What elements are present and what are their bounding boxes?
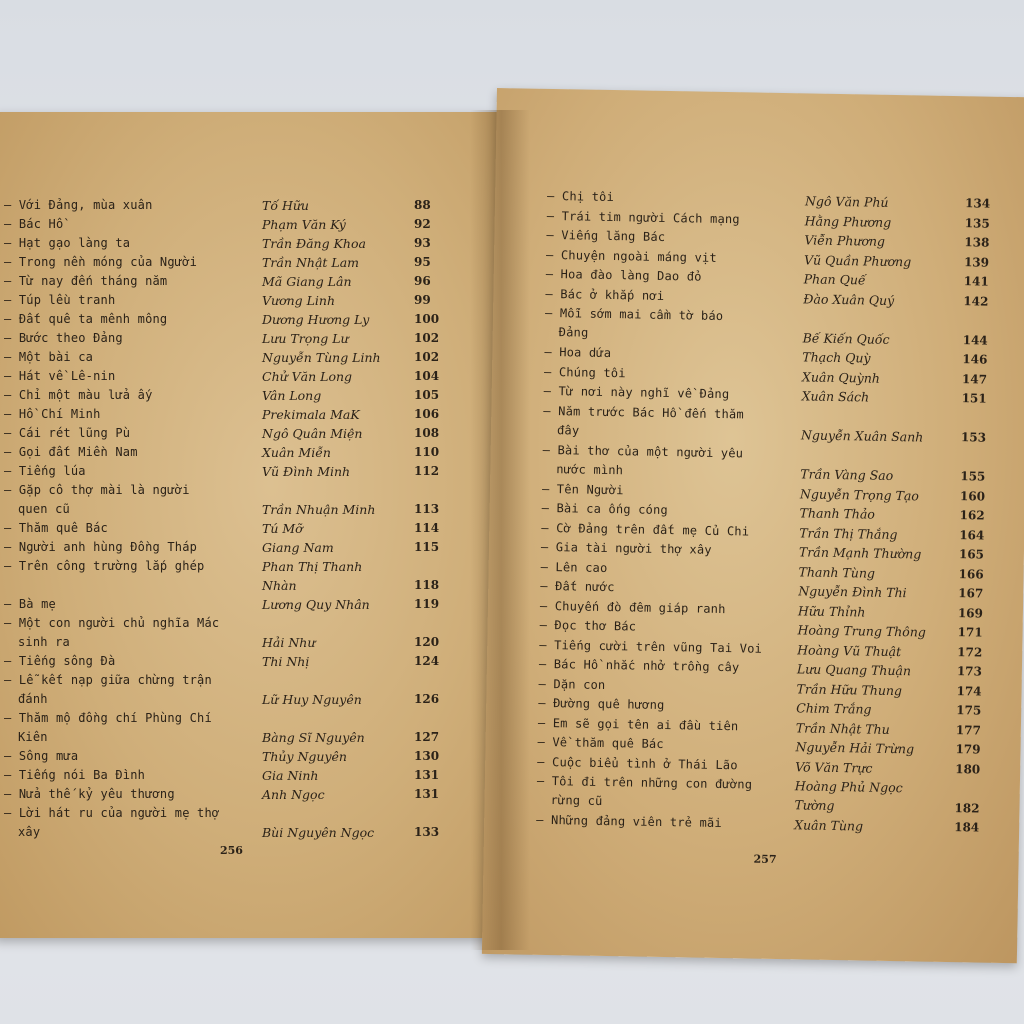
poem-title: – Bước theo Đảng [18,329,250,348]
poem-title: – Từ nay đến tháng năm [18,272,250,291]
poet-name: Viễn Phương [804,232,886,249]
poem-title: – Đường quê hương [552,694,790,717]
page-ref: 175 [956,703,982,718]
toc-entry [0,386,497,405]
page-ref: 110 [414,445,440,459]
poem-title: – Những đảng viên trẻ mãi [550,811,788,834]
page-ref: 171 [957,625,983,640]
poem-title: – Đọc thơ Bác [553,616,791,639]
toc-entry [0,405,497,424]
poet-name: Trần Nhuận Minh [262,502,376,517]
page-ref: 180 [955,761,981,777]
poet-name: Hoàng Phủ Ngọc Tường [794,778,903,813]
page-ref: 126 [414,692,440,706]
poem-title: – Gọi đất Miền Nam [18,443,250,462]
poet-name: Prekimala MaK [262,407,360,422]
poet-name: Tú Mỡ [262,521,303,536]
poet-name: Trần Nhật Lam [262,255,360,270]
poem-title: – Mỗi sớm mai cầm tờ báo Đảng [559,304,798,346]
page-ref: 169 [957,605,984,621]
poet-name: Mã Giang Lân [262,274,352,289]
poet-name: Đào Xuân Quý [803,290,895,308]
poem-title: – Gặp cô thợ mài là người quen cũ [18,481,250,519]
poet-name: Xuân Quỳnh [801,368,881,386]
toc-entry [0,538,497,557]
poet-name: Lưu Trọng Lư [262,331,349,346]
poet-name: Trần Thị Thắng [799,524,898,542]
page-ref: 138 [964,235,990,250]
toc-entry [0,557,497,595]
poet-name: Tố Hữu [262,198,309,213]
poem-title: – Một con người chủ nghĩa Mác sinh ra [18,614,250,652]
page-ref: 167 [958,586,984,601]
poem-title: – Tôi đi trên những con đường rừng cũ [550,772,789,814]
poet-name: Thạch Quỳ [802,349,871,366]
toc-list-right [482,88,1024,963]
poem-title: – Lễ kết nạp giữa chừng trận đánh [18,671,250,709]
poem-title: – Tiếng nói Ba Đình [18,766,250,785]
page-ref: 135 [964,215,990,231]
poem-title: – Lên cao [554,558,792,581]
page-ref: 182 [954,800,980,816]
page-ref: 93 [414,236,431,250]
toc-entry [0,310,497,329]
left-page [0,112,498,938]
page-ref: 146 [962,352,988,367]
poet-name: Vương Linh [262,293,336,308]
page-ref: 165 [958,547,985,562]
poet-name: Ngô Quân Miện [262,426,363,441]
poem-title: – Với Đảng, mùa xuân [18,196,250,215]
poem-title: – Trái tim người Cách mạng [561,207,799,230]
page-ref: 105 [414,388,440,402]
page-ref: 106 [414,407,440,421]
page-ref: 104 [414,369,440,383]
poem-title: – Cờ Đảng trên đất mẹ Củ Chi [555,519,793,542]
page-ref: 131 [414,768,440,782]
page-ref: 108 [414,426,440,440]
page-ref: 88 [414,198,431,212]
toc-entry [0,253,497,272]
poet-name: Vân Long [262,388,322,403]
poem-title: – Một bài ca [18,348,250,367]
page-ref: 96 [414,274,431,288]
page-ref: 173 [956,664,983,679]
poem-title: – Lời hát ru của người mẹ thợ xây [18,804,250,842]
poem-title: – Về thăm quê Bác [551,733,789,756]
poem-title: – Bác ở khắp nơi [559,285,797,308]
poem-title: – Thăm quê Bác [18,519,250,538]
poet-name: Thủy Nguyên [262,749,347,764]
poet-name: Gia Ninh [262,768,319,783]
poem-title: – Bác Hồ [18,215,250,234]
toc-entry [0,234,497,253]
page-ref: 151 [961,391,987,406]
poem-title: – Bài thơ của một người yêu nước mình [556,441,795,483]
poem-title: – Em sẽ gọi tên ai đầu tiên [552,714,790,737]
poet-name: Giang Nam [262,540,334,555]
page-ref: 124 [414,654,440,668]
poem-title: – Chỉ một màu lửa ấy [18,386,250,405]
poet-name: Thanh Tùng [798,563,876,581]
poet-name: Chim Trắng [796,700,872,717]
toc-entry [0,215,497,234]
poem-title: – Hát về Lê-nin [18,367,250,386]
page-ref: 112 [414,464,440,478]
page-ref: 174 [956,683,982,699]
poem-title: – Bác Hồ nhắc nhở trồng cây [553,655,791,678]
page-ref: 179 [955,742,981,757]
poem-title: – Tiếng cười trên vũng Tai Voi [553,636,791,659]
page-ref: 142 [963,293,989,309]
page-ref: 177 [955,722,982,738]
page-ref: 162 [959,508,985,523]
poet-name: Trần Hữu Thung [796,680,903,698]
page-ref: 184 [954,820,980,835]
poet-name: Xuân Miễn [262,445,331,460]
poet-name: Võ Văn Trực [795,758,873,776]
poem-title: – Tiếng sông Đà [18,652,250,671]
page-ref: 114 [414,521,440,535]
poet-name: Chử Văn Long [262,369,353,384]
toc-entry [0,785,497,804]
page-ref: 147 [961,371,988,387]
toc-entry [0,519,497,538]
toc-entry [0,367,497,386]
poem-title: – Sông mưa [18,747,250,766]
page-ref: 102 [414,350,440,364]
page-ref: 141 [963,274,989,289]
poem-title: – Chuyến đò đêm giáp ranh [554,597,792,620]
poem-title: – Hoa dứa [558,343,796,366]
poet-name: Nguyễn Trọng Tạo [799,485,920,503]
right-page [482,88,1024,963]
poem-title: – Hạt gạo làng ta [18,234,250,253]
poet-name: Lương Quy Nhân [262,597,370,612]
toc-entry [0,595,497,614]
page-ref: 120 [414,635,440,649]
poem-title: – Đất nước [554,577,792,600]
poet-name: Trần Mạnh Thường [798,544,922,562]
page-ref: 160 [959,488,986,504]
toc-entry [0,652,497,671]
poet-name: Trần Đăng Khoa [262,236,366,251]
poet-name: Xuân Tùng [794,817,864,834]
poet-name: Vũ Đình Minh [262,464,351,479]
poet-name: Phan Quế [803,271,866,288]
toc-entry [0,766,497,785]
poet-name: Ngô Văn Phú [804,193,889,210]
poem-title: – Đất quê ta mênh mông [18,310,250,329]
toc-list-left [0,112,497,938]
page-ref: 130 [414,749,440,763]
poem-title: – Tên Người [556,480,794,503]
toc-entry [0,348,497,367]
poet-name: Anh Ngọc [262,787,325,802]
page-ref: 115 [414,540,440,554]
toc-entry [0,481,497,519]
poem-title: – Nửa thế kỷ yêu thương [18,785,250,804]
page-ref: 144 [962,332,988,348]
page-ref: 172 [957,644,983,660]
poet-name: Nguyễn Xuân Sanh [800,427,924,445]
poem-title: – Trên công trường lắp ghép [18,557,250,576]
toc-entry [0,709,497,747]
poem-title: – Chuyện ngoài máng vịt [560,246,798,269]
poet-name: Nguyễn Tùng Linh [262,350,381,365]
poem-title: – Cái rét lũng Pù [18,424,250,443]
page-ref: 155 [960,469,986,484]
poet-name: Bàng Sĩ Nguyên [262,730,365,745]
poem-title: – Dặn con [552,675,790,698]
toc-entry [0,196,497,215]
toc-entry [0,671,497,709]
toc-entry [0,272,497,291]
poem-title: – Hoa đào làng Dao đỏ [560,265,798,288]
poem-title: – Bà mẹ [18,595,250,614]
toc-entry [0,614,497,652]
poem-title: – Túp lều tranh [18,291,250,310]
poem-title: – Từ nơi này nghĩ về Đảng [558,382,796,405]
page-number: 256 [220,844,243,857]
poet-name: Nguyễn Đình Thi [798,583,907,601]
page-ref: 166 [958,566,984,582]
poem-title: – Người anh hùng Đồng Tháp [18,538,250,557]
poet-name: Bùi Nguyên Ngọc [262,825,375,840]
poem-title: – Viếng lăng Bác [560,226,798,249]
page-ref: 164 [959,527,985,543]
poet-name: Phan Thị Thanh Nhàn [262,559,363,593]
poet-name: Hữu Thỉnh [797,602,866,620]
poet-name: Hoàng Vũ Thuật [797,641,902,659]
poet-name: Bế Kiến Quốc [802,329,890,347]
page-ref: 153 [960,430,987,445]
poem-title: – Hồ Chí Minh [18,405,250,424]
page-ref: 99 [414,293,431,307]
poet-name: Xuân Sách [801,388,870,405]
toc-entry [0,747,497,766]
poet-name: Nguyễn Hải Trừng [795,739,915,757]
toc-entry [0,329,497,348]
page-ref: 133 [414,825,440,839]
poet-name: Thanh Thảo [799,505,876,522]
toc-entry [0,443,497,462]
poet-name: Trần Vàng Sao [800,466,894,483]
page-ref: 100 [414,312,440,326]
poet-name: Phạm Văn Ký [262,217,346,232]
poet-name: Vũ Quần Phương [803,251,912,269]
poem-title: – Trong nền móng của Người [18,253,250,272]
toc-entry [0,462,497,481]
poet-name: Dương Hương Ly [262,312,370,327]
poet-name: Trần Nhật Thu [795,719,890,737]
page-ref: 113 [414,502,440,516]
poem-title: – Bài ca ống cóng [556,499,794,522]
poet-name: Lưu Quang Thuận [796,661,912,679]
poem-title: – Cuộc biểu tình ở Thái Lão [551,753,789,776]
page-ref: 119 [414,597,440,611]
poet-name: Thi Nhị [262,654,310,669]
poem-title: – Năm trước Bác Hồ đến thăm đây [557,402,796,444]
page-ref: 92 [414,217,431,231]
page-number: 257 [753,852,777,866]
poem-title: – Chị tôi [561,187,799,210]
toc-entry [0,424,497,443]
toc-entry [0,804,497,842]
page-ref: 102 [414,331,440,345]
poem-title: – Tiếng lúa [18,462,250,481]
page-ref: 131 [414,787,440,801]
poem-title: – Gia tài người thợ xây [555,538,793,561]
page-ref: 139 [963,254,990,270]
page-ref: 95 [414,255,431,269]
toc-entry [0,291,497,310]
poet-name: Hằng Phương [804,212,892,230]
page-ref: 134 [964,196,991,211]
page-ref: 127 [414,730,440,744]
poet-name: Hải Như [262,635,316,650]
poem-title: – Chúng tôi [558,363,796,386]
poet-name: Lữ Huy Nguyên [262,692,362,707]
poet-name: Hoàng Trung Thông [797,622,926,640]
poem-title: – Thăm mộ đồng chí Phùng Chí Kiên [18,709,250,747]
page-ref: 118 [414,578,440,592]
